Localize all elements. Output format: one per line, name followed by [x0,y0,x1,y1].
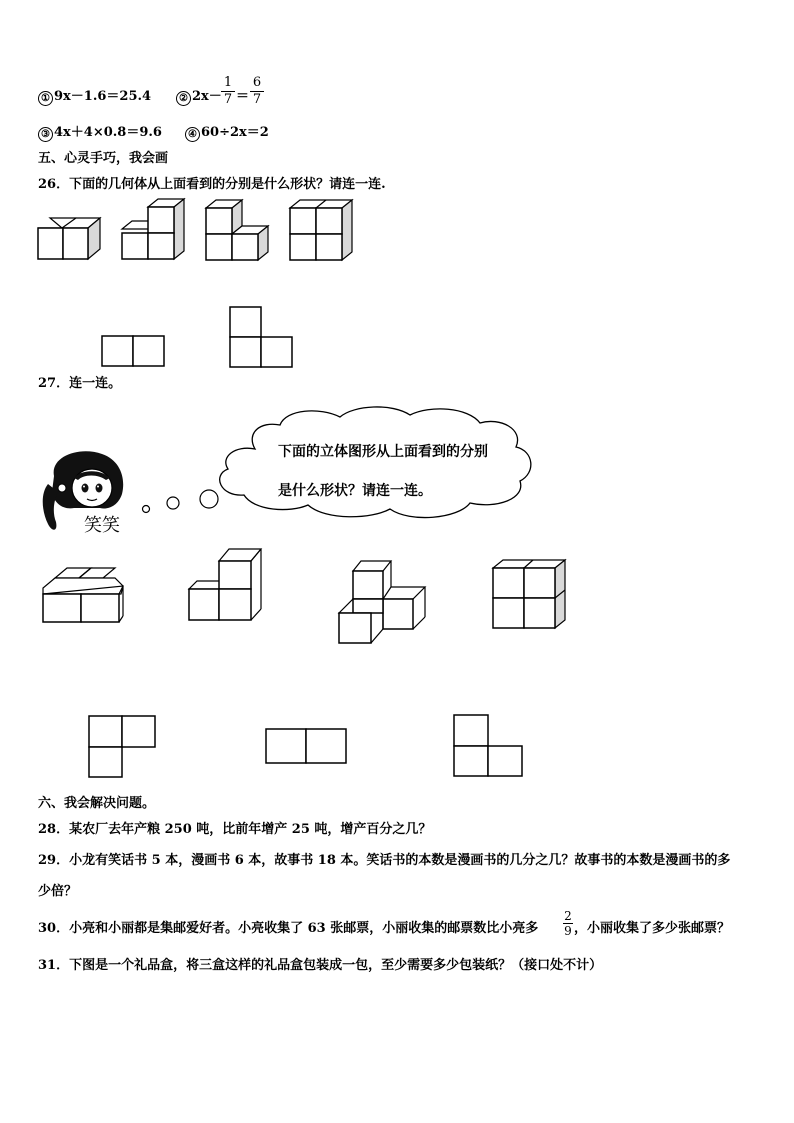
number-circle-2: ② [176,91,191,106]
section-5-title: 五、心灵手巧，我会画 [38,151,169,166]
q27-view-3 [453,714,525,778]
q27-view-2 [265,728,347,766]
q26-solid-1 [38,218,100,262]
question-31: 31．下图是一个礼品盒，将三盒这样的礼品盒包装成一包，至少需要多少包装纸？（接口处不计） [38,958,603,973]
question-29-line-2: 少倍？ [38,884,78,899]
equation-1-text: 9x－1.6＝25.4 [54,89,152,104]
fraction-6-7: 6 7 [250,76,264,107]
fraction-1-7: 1 7 [221,76,235,107]
q27-view-1 [88,715,158,779]
character-label: 笑笑 [84,515,120,536]
equation-1 [38,89,151,106]
question-30-part-b: ，小丽收集了多少张邮票？ [574,921,731,936]
q27-solid-2 [189,549,263,623]
equation-2-text: 2x－ [192,89,222,104]
q26-view-1 [101,335,165,367]
question-29-line-1: 29．小龙有笑话书 5 本，漫画书 6 本，故事书 18 本。笑话书的本数是漫画书的几分之几？故事书的本数是漫画书的多 [38,853,731,868]
number-circle-4: ④ [185,127,200,142]
question-26: 26．下面的几何体从上面看到的分别是什么形状？请连一连. [38,177,386,192]
thought-bubble-cloud [140,405,560,525]
equation-2 [176,89,222,106]
number-circle-3: ③ [38,127,53,142]
question-27: 27．连一连。 [38,376,122,391]
bubble-text-line-1: 下面的立体图形从上面看到的分别 [278,444,488,460]
q27-solid-3 [339,561,427,645]
equation-4 [185,125,269,142]
equation-3 [38,125,162,142]
number-circle-1: ① [38,91,53,106]
q26-view-2 [229,306,293,368]
q26-solid-3 [206,200,268,262]
question-30-part-a: 30．小亮和小丽都是集邮爱好者。小亮收集了 63 张邮票，小丽收集的邮票数比小亮多 [38,921,539,936]
q27-solid-1 [43,568,123,624]
equation-3-text: 4x＋4×0.8＝9.6 [54,125,162,140]
equation-2-equals: ＝ [236,89,250,104]
q26-solid-2 [122,199,184,263]
bubble-text-line-2: 是什么形状？请连一连。 [278,483,432,499]
q27-solid-4 [493,560,569,630]
q26-solid-4 [290,200,352,262]
section-6-title: 六、我会解决问题。 [38,796,156,811]
equation-4-text: 60÷2x＝2 [201,125,269,140]
fraction-2-9: 2 9 [564,909,572,938]
question-28: 28．某农厂去年产粮 250 吨，比前年增产 25 吨，增产百分之几？ [38,822,432,837]
